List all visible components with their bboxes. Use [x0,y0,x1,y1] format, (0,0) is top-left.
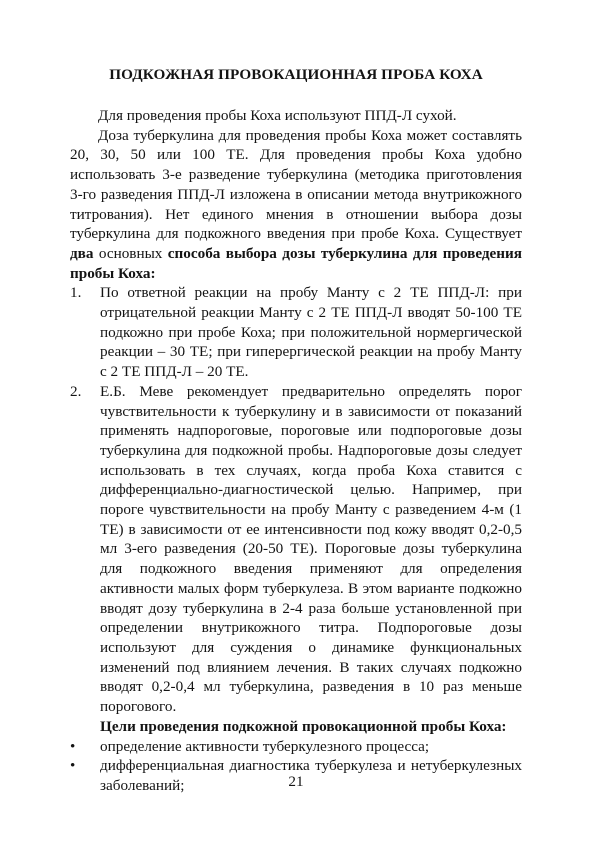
list-item-text: По ответной реакции на пробу Манту с 2 ТЕ ППД-Л: при отрицательной реакции Манту с 2 ТЕ ППД-Л вводят 50-100 ТЕ подкожно при пробе Коха; при положительной нормергической реакции – 30 ТЕ; при гиперергической реакции на пробу Манту с 2 ТЕ ППД-Л – 20 ТЕ. [100,284,522,381]
numbered-list [70,283,522,716]
list-item-number: 1. [70,284,82,302]
goals-heading: Цели проведения подкожной провокационной пробы Коха: [100,717,507,735]
page-number: 21 [288,773,304,790]
document-page [70,0,522,841]
paragraph-intro: Для проведения пробы Коха используют ППД-Л сухой. [98,107,457,124]
body-text [70,106,522,796]
paragraph-dose-text: Доза туберкулина для проведения пробы Коха может составлять 20, 30, 50 или 100 ТЕ. Для проведения пробы Коха удобно использовать 3-е разведение туберкулина (методика приготовления 3-го разведения ППД-Л изложена в описании метода внутрикожного титрования). Нет единого мнения в отношении выбора дозы туберкулина для подкожного введения при пробе Коха. Существует [70,126,522,243]
list-item [70,283,522,382]
list-item-text: Е.Б. Меве рекомендует предварительно определять порог чувствительности к туберкулину и в зависимости от показаний применять надпороговые, пороговые или подпороговые дозы туберкулина для подкожной пробы. Надпороговые дозы следует использовать в тех случаях, когда проба Коха ставится с дифференциально-диагностической целью. Например, при пороге чувствительности на пробу Манту с разведением 4-м (1 ТЕ) в зависимости от ее интенсивности под кожу вводят 0,2-0,5 мл 3-его разведения (20-50 ТЕ). Пороговые дозы туберкулина для подкожного введения применяют для определения активности малых форм туберкулеза. В этом варианте подкожно вводят дозу туберкулина в 2-4 раза больше установленной при определении внутрикожного титра. Подпороговые дозы используют для суждения о динамике функциональных изменений под влиянием лечения. В таких случаях подкожно вводят 0,2-0,4 мл туберкулина, разведения в 10 раз меньше порогового. [100,382,522,716]
bullet-item-text: дифференциальная диагностика туберкулеза и нетуберкулезных заболеваний; [100,757,522,794]
bullet-item [70,737,522,757]
paragraph-dose [70,126,522,284]
list-item-number: 2. [70,382,82,400]
paragraph-dose-joiner: основных [93,244,168,262]
bold-methods-phrase: способа выбора дозы туберкулина для проведения пробы Коха: [70,244,522,282]
bullet-item-text: определение активности туберкулезного процесса; [100,737,430,755]
bullet-marker: • [70,737,76,755]
bullet-marker: • [70,757,76,775]
list-item [70,382,522,717]
bold-count: два [70,244,94,262]
page-title: ПОДКОЖНАЯ ПРОВОКАЦИОННАЯ ПРОБА КОХА [109,66,483,83]
